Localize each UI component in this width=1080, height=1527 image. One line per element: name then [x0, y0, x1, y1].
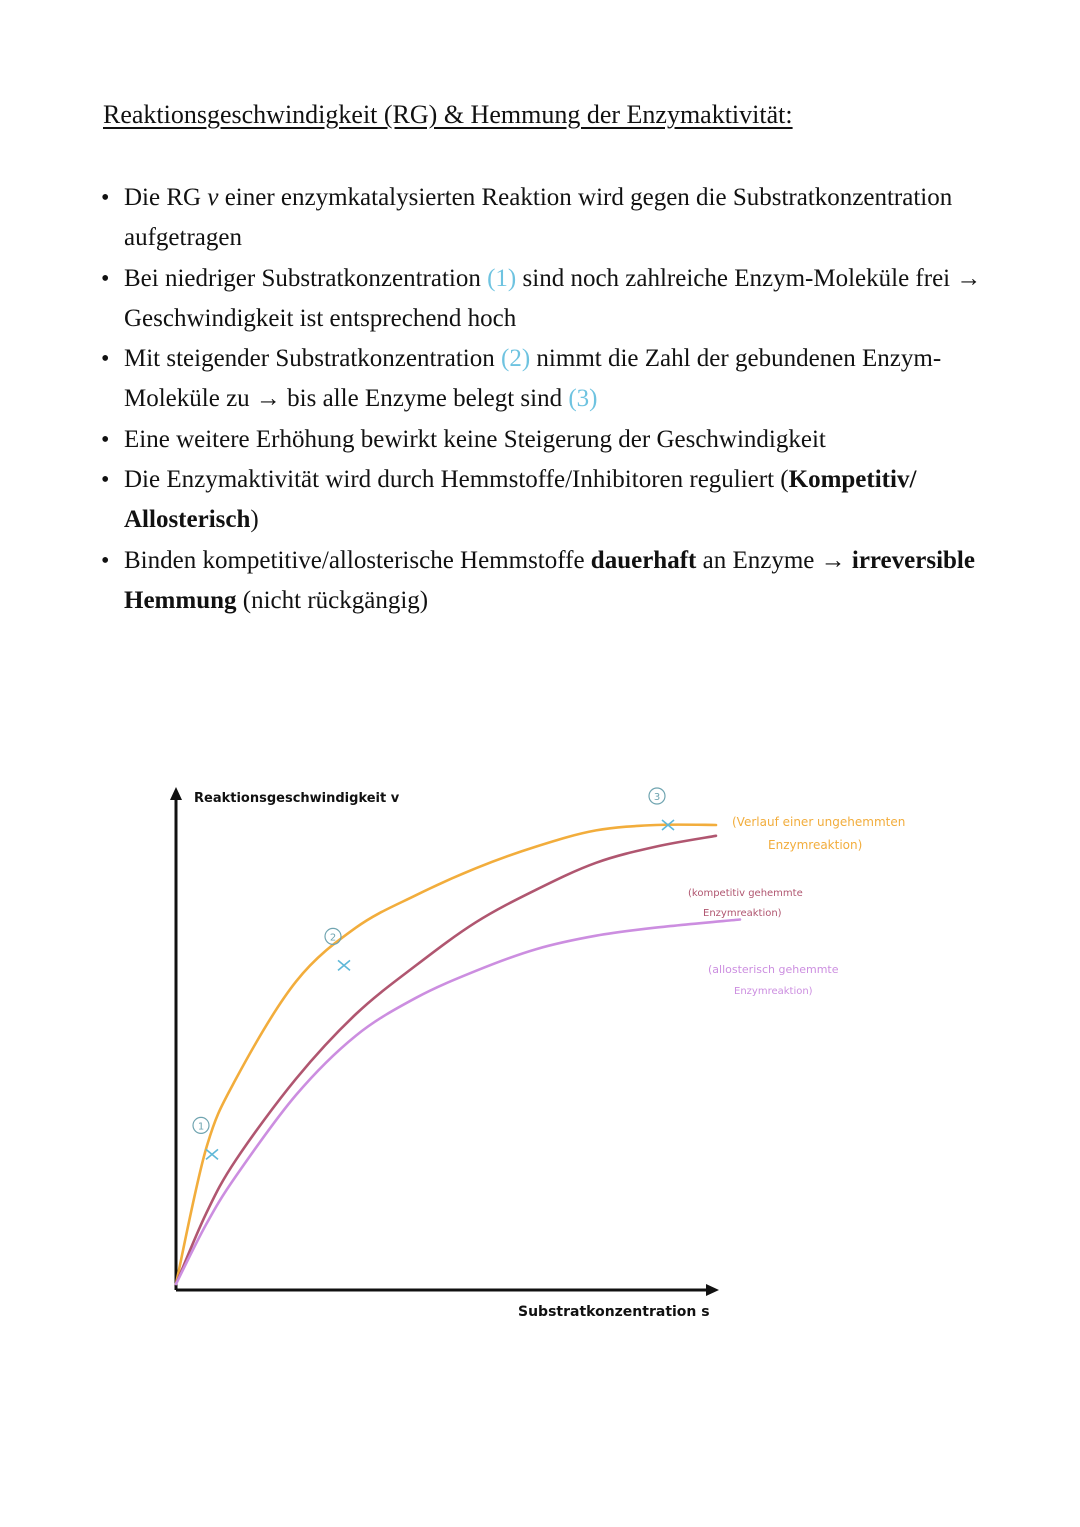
- marker-number: 3: [653, 792, 661, 803]
- bullet-text: Binden kompetitive/allosterische Hemmstoffe: [124, 546, 591, 574]
- series-label-competitive-line2: Enzymreaktion): [703, 908, 782, 919]
- bullet-text: Die Enzymaktivität wird durch Hemmstoffe/Inhibitoren reguliert (: [124, 466, 789, 494]
- page-title: Reaktionsgeschwindigkeit (RG) & Hemmung der Enzymaktivität:: [103, 100, 793, 129]
- bullet-text: Mit steigender Substratkonzentration: [124, 345, 502, 373]
- series-line-competitive: [176, 836, 716, 1284]
- velocity-symbol: v: [207, 184, 219, 211]
- ref-number-2: (2): [501, 345, 531, 373]
- bullet-text: einer enzymkatalysierten Reaktion wird gegen die Substratkonzentration aufgetragen: [124, 184, 953, 252]
- series-label-uninhibited-line1: (Verlauf einer ungehemmten: [732, 815, 906, 829]
- ref-number-1: (1): [487, 264, 517, 292]
- series-label-uninhibited-line2: Enzymreaktion): [768, 838, 863, 852]
- bullet-text: Bei niedriger Substratkonzentration: [124, 264, 488, 292]
- marker-number: 2: [329, 932, 337, 944]
- bullet-text: sind noch zahlreiche Enzym-Moleküle frei → Geschwindigkeit ist entsprechend hoch: [124, 264, 982, 332]
- series-line-allosteric: [176, 920, 740, 1285]
- bullet-text: Die RG: [124, 184, 208, 211]
- bold-term: dauerhaft: [590, 546, 697, 574]
- legend-labels: [688, 815, 905, 997]
- series-label-allosteric-line1: (allosterisch gehemmte: [708, 963, 839, 976]
- y-axis-arrow-icon: [170, 787, 182, 800]
- ref-number-3: (3): [568, 385, 598, 413]
- bullet-text: ): [250, 506, 259, 534]
- bullet-text: Eine weitere Erhöhung bewirkt keine Steigerung der Geschwindigkeit: [124, 425, 826, 453]
- bold-term: irreversible Hemmung: [124, 546, 975, 614]
- x-axis-arrow-icon: [706, 1284, 719, 1296]
- bullet-text: an Enzyme →: [696, 546, 852, 574]
- series-label-competitive-line1: (kompetitiv gehemmte: [688, 888, 803, 899]
- cross-mark-icon: [206, 1149, 218, 1159]
- bullet-text: nimmt die Zahl der gebundenen Enzym-Moleküle zu → bis alle Enzyme belegt sind: [124, 345, 942, 413]
- series-layer: [176, 825, 740, 1284]
- bold-term: Kompetitiv/ Allosterisch: [124, 466, 917, 534]
- cross-mark-icon: [338, 960, 350, 970]
- marker-number: 1: [197, 1121, 205, 1133]
- bullet-text: (nicht rückgängig): [236, 586, 429, 614]
- y-axis-label: Reaktionsgeschwindigkeit v: [194, 791, 400, 806]
- series-label-allosteric-line2: Enzymreaktion): [734, 986, 813, 997]
- x-axis-label: Substratkonzentration s: [518, 1304, 710, 1320]
- marker-layer: [193, 788, 674, 1159]
- series-line-uninhibited: [176, 825, 716, 1284]
